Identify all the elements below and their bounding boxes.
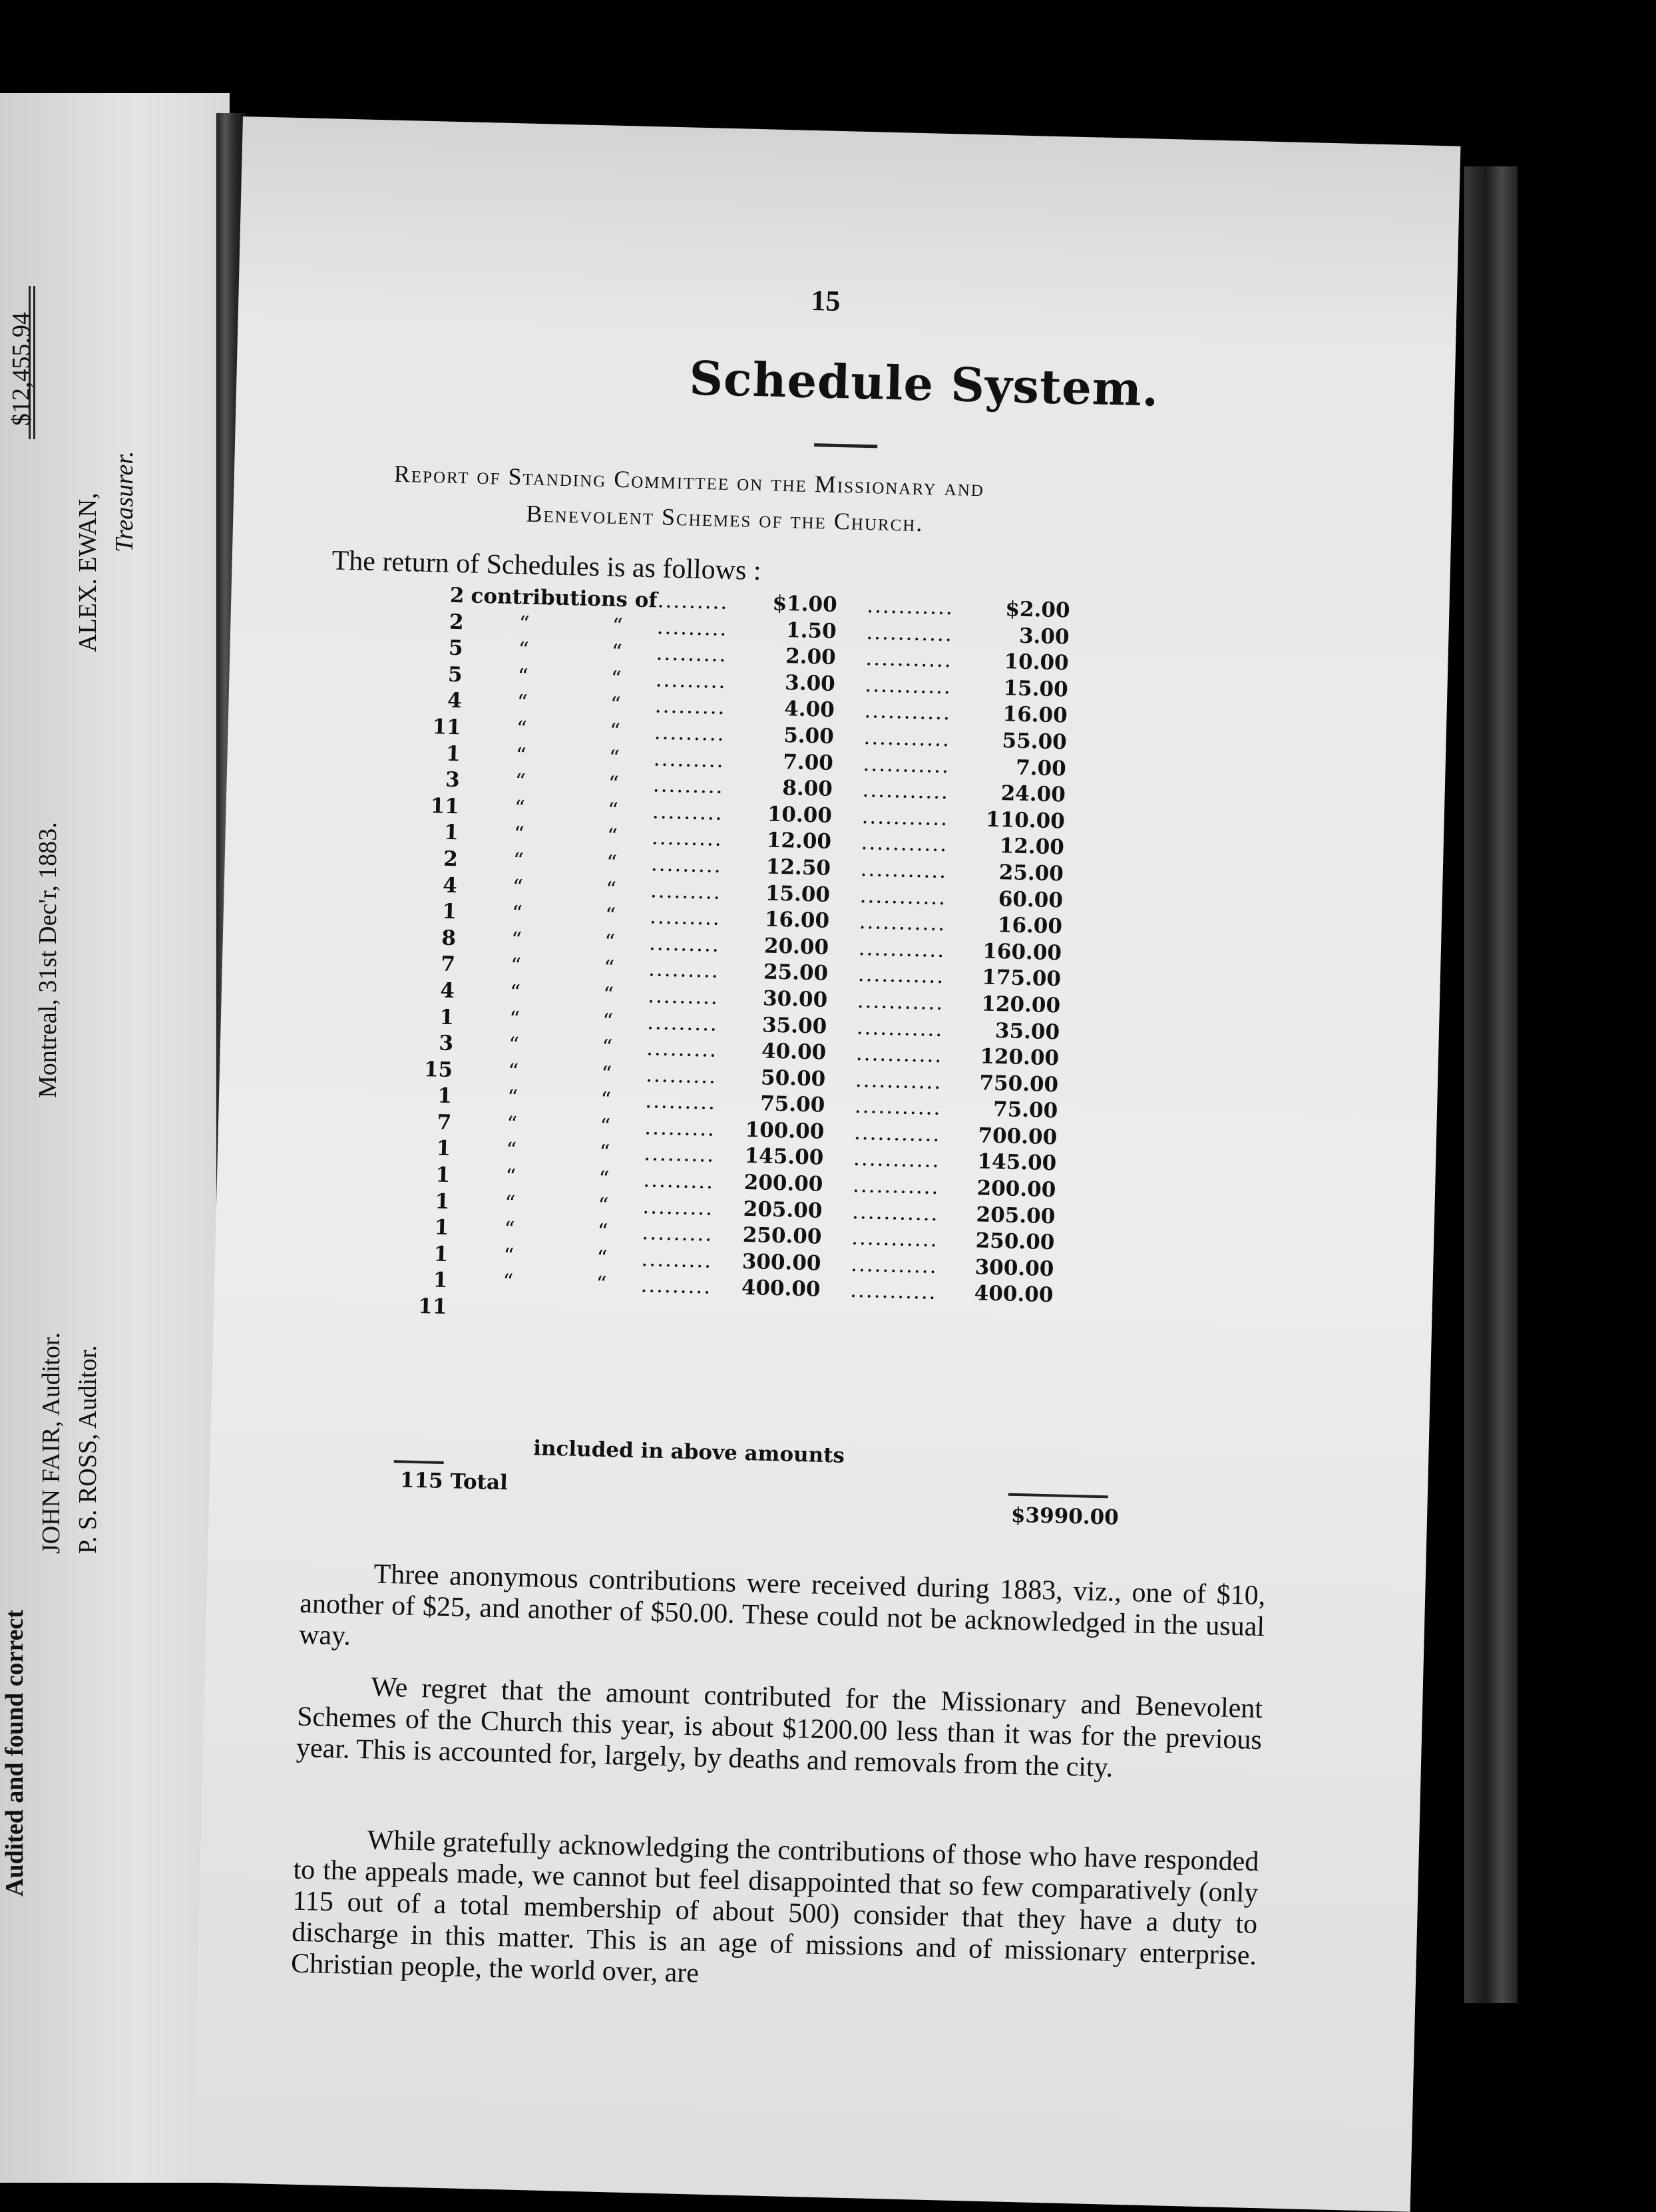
row-amount: 145.00 (744, 1144, 824, 1171)
sum-rule (1008, 1493, 1108, 1499)
row-amount: $1.00 (772, 591, 838, 618)
row-total: 200.00 (976, 1176, 1056, 1202)
page-number: 15 (810, 283, 841, 318)
ditto-mark: “ (511, 901, 523, 926)
leader-dots: ........... (858, 936, 946, 962)
row-count: 2 (443, 846, 459, 872)
leader-dots: ......... (651, 825, 724, 852)
row-count: 5 (448, 636, 464, 661)
leader-dots: ........... (862, 778, 950, 805)
row-count: 7 (440, 952, 456, 977)
audited-line: Audited and found correct (1, 1609, 29, 1897)
row-count: 4 (442, 873, 458, 898)
row-amount: 10.00 (767, 802, 833, 828)
ditto-mark: “ (604, 903, 616, 928)
row-amount: 250.00 (742, 1223, 822, 1249)
ditto-mark: “ (516, 717, 528, 741)
right-page (192, 116, 1460, 2212)
row-count: 3 (445, 767, 461, 793)
row-count: 1 (445, 741, 461, 766)
row-total: $2.00 (1005, 597, 1070, 623)
treasurer-name: ALEX. EWAN, (74, 492, 102, 652)
ditto-mark: “ (507, 1085, 518, 1110)
row-total: 16.00 (1002, 702, 1068, 728)
leader-dots: ......... (642, 1220, 714, 1246)
leader-dots: ......... (646, 1036, 718, 1062)
row-label: contributions of (471, 584, 658, 613)
row-total: 120.00 (980, 992, 1061, 1018)
included-count: 11 (417, 1294, 447, 1320)
row-count: 1 (439, 1005, 455, 1029)
ditto-mark: “ (508, 1033, 520, 1057)
row-total: 25.00 (998, 860, 1064, 886)
leader-dots: ........... (861, 830, 948, 857)
row-count: 2 (449, 583, 465, 608)
ditto-mark: “ (518, 638, 530, 662)
ditto-mark: “ (599, 1141, 610, 1165)
row-amount: 50.00 (760, 1065, 826, 1091)
leader-dots: ......... (654, 720, 725, 746)
leader-dots: ......... (643, 1168, 715, 1194)
row-total: 12.00 (999, 834, 1065, 860)
row-amount: 75.00 (759, 1091, 825, 1118)
leader-dots: ........... (859, 883, 947, 910)
row-amount: 30.00 (762, 986, 828, 1012)
leader-dots: ......... (645, 1062, 718, 1089)
leader-dots: ......... (640, 1273, 712, 1300)
ditto-mark: “ (600, 1114, 611, 1139)
ditto-mark: “ (517, 664, 529, 689)
ditto-mark: “ (517, 690, 528, 715)
treasurer-title: Treasurer. (110, 451, 138, 552)
ditto-mark: “ (506, 1112, 518, 1137)
ditto-mark: “ (504, 1191, 516, 1216)
row-amount: 300.00 (741, 1249, 821, 1276)
row-count: 2 (449, 610, 464, 634)
ditto-mark: “ (608, 745, 620, 770)
row-count: 15 (423, 1057, 453, 1082)
leader-dots: ........... (855, 1041, 943, 1068)
leader-dots: ........... (849, 1278, 938, 1305)
row-amount: 12.00 (766, 828, 832, 854)
row-count: 5 (447, 662, 463, 687)
leader-dots: ......... (650, 852, 723, 878)
count-rule (394, 1460, 444, 1464)
row-total: 400.00 (974, 1281, 1054, 1308)
paragraph-regret: We regret that the amount contributed for the Missionary and Benevolent Schemes of the Church this year, is about $1200.00 less than it was for the previous year. This is accounted for, largely, by deaths and removals from the city. (296, 1672, 1263, 1783)
leader-dots: ........... (851, 1226, 939, 1252)
row-amount: 12.50 (765, 854, 831, 880)
book-page-edge (1464, 166, 1518, 2003)
ditto-mark: “ (610, 666, 622, 691)
ditto-mark: “ (607, 798, 619, 823)
ditto-mark: “ (610, 693, 622, 717)
leader-dots: ......... (656, 615, 728, 641)
ditto-mark: “ (503, 1270, 514, 1294)
row-total: 700.00 (978, 1123, 1058, 1150)
leader-dots: ......... (652, 799, 724, 825)
ditto-mark: “ (596, 1246, 608, 1270)
ditto-mark: “ (505, 1165, 517, 1189)
leader-dots: ........... (863, 725, 951, 752)
auditor-ross: P. S. ROSS, Auditor. (74, 1345, 102, 1554)
row-amount: 2.00 (785, 644, 837, 670)
row-total: 60.00 (998, 886, 1064, 912)
ditto-mark: “ (605, 877, 617, 902)
leader-dots: ........... (859, 910, 946, 936)
row-amount: 4.00 (783, 697, 835, 723)
row-count: 1 (437, 1083, 453, 1109)
row-amount: 20.00 (763, 934, 829, 960)
ditto-mark: “ (602, 982, 614, 1007)
intro-line: The return of Schedules is as follows : (331, 545, 762, 587)
leader-dots: ......... (644, 1089, 717, 1115)
report-heading-line1: Report of Standing Committee on the Missionary and (393, 460, 985, 502)
leader-dots: ......... (648, 931, 721, 957)
ditto-mark: “ (602, 1009, 614, 1033)
count-total: 115 Total (399, 1468, 509, 1495)
leader-dots: ........... (864, 699, 952, 725)
report-heading-line2: Benevolent Schemes of the Church. (526, 500, 924, 537)
row-total: 75.00 (992, 1097, 1058, 1123)
paragraph-acknowledge: While gratefully acknowledging the contributions of those who have responded to the appeals made, we cannot but feel disappointed that so few comparatively (only 115 out of a total membership of about 500) consider that they have a duty to discharge in this matter. This is an age of missions and of missionary enterprise. Christian people, the world over, are (290, 1825, 1259, 1989)
row-count: 7 (437, 1110, 452, 1135)
row-count: 1 (441, 899, 457, 924)
leader-dots: ........... (853, 1120, 941, 1147)
leader-dots: ......... (656, 641, 727, 667)
leader-dots: ........... (865, 672, 952, 699)
ditto-mark: “ (512, 874, 524, 900)
ditto-mark: “ (505, 1138, 517, 1163)
row-total: 175.00 (981, 965, 1062, 992)
leader-dots: ........... (856, 1015, 944, 1041)
row-total: 160.00 (982, 939, 1062, 966)
ditto-mark: “ (604, 930, 616, 954)
row-total: 750.00 (979, 1071, 1059, 1097)
title-rule (814, 443, 877, 448)
date-line: Montreal, 31st Dec'r, 1883. (34, 822, 62, 1098)
row-count: 1 (434, 1215, 449, 1240)
row-amount: 16.00 (764, 907, 830, 934)
ditto-mark: “ (598, 1167, 610, 1191)
leader-dots: ......... (644, 1115, 716, 1141)
ditto-mark: “ (606, 825, 618, 849)
row-amount: 3.00 (784, 670, 836, 696)
row-count: 1 (443, 821, 459, 845)
ditto-mark: “ (596, 1272, 607, 1297)
row-amount: 1.50 (785, 618, 837, 644)
leader-dots: ......... (650, 878, 722, 904)
ditto-mark: “ (513, 822, 525, 846)
row-total: 16.00 (997, 913, 1063, 939)
leader-dots: ........... (855, 1067, 942, 1094)
leader-dots: ........... (866, 620, 954, 646)
row-total: 15.00 (1003, 675, 1069, 702)
row-count: 3 (439, 1031, 454, 1056)
ditto-mark: “ (507, 1059, 519, 1084)
leader-dots: ........... (854, 1094, 942, 1121)
row-total: 120.00 (980, 1044, 1060, 1071)
leader-dots: ........... (850, 1252, 938, 1278)
ditto-mark: “ (608, 771, 620, 797)
ditto-mark: “ (597, 1219, 608, 1244)
row-count: 1 (435, 1189, 450, 1214)
row-amount: 200.00 (743, 1170, 823, 1197)
ditto-mark: “ (518, 611, 530, 636)
ditto-mark: “ (600, 1087, 612, 1113)
row-total: 300.00 (974, 1255, 1054, 1282)
leader-dots: ........... (853, 1147, 940, 1173)
balance-amount: $12,455.94 (7, 312, 35, 426)
ditto-mark: “ (600, 1061, 612, 1086)
ditto-mark: “ (609, 719, 621, 744)
ditto-mark: “ (515, 769, 526, 794)
ditto-mark: “ (511, 927, 522, 952)
ditto-mark: “ (513, 848, 524, 873)
row-total: 110.00 (985, 807, 1066, 834)
row-count: 11 (432, 715, 462, 740)
leader-dots: ......... (641, 1246, 713, 1273)
row-amount: 35.00 (761, 1012, 827, 1039)
ditto-mark: “ (598, 1193, 609, 1218)
leader-dots: ......... (647, 984, 720, 1010)
row-amount: 7.00 (782, 749, 834, 775)
auditor-fair: JOHN FAIR, Auditor. (37, 1332, 65, 1554)
ditto-mark: “ (514, 796, 526, 821)
row-amount: 15.00 (765, 881, 831, 907)
ditto-mark: “ (509, 1006, 520, 1031)
left-page (0, 93, 230, 2183)
row-count: 11 (430, 793, 460, 819)
ditto-mark: “ (606, 850, 618, 875)
row-total: 250.00 (975, 1228, 1055, 1255)
row-amount: 25.00 (763, 960, 829, 986)
page-title: Schedule System. (688, 350, 1160, 417)
row-amount: 40.00 (761, 1039, 827, 1065)
row-count: 4 (439, 978, 455, 1004)
grand-total: $3990.00 (1010, 1503, 1120, 1530)
row-count: 1 (433, 1242, 449, 1266)
row-total: 205.00 (976, 1202, 1056, 1228)
row-count: 4 (447, 689, 463, 713)
row-amount: 8.00 (781, 776, 833, 802)
row-total: 145.00 (977, 1149, 1057, 1176)
leader-dots: ........... (851, 1199, 939, 1226)
leader-dots: ......... (654, 693, 726, 720)
leader-dots: ........... (860, 856, 948, 884)
row-amount: 400.00 (741, 1276, 821, 1302)
leader-dots: ........... (866, 594, 954, 620)
leader-dots: ........... (865, 646, 953, 673)
leader-dots: ......... (657, 588, 729, 615)
ditto-mark: “ (603, 956, 615, 981)
leader-dots: ........... (863, 751, 950, 778)
leader-dots: ......... (642, 1194, 714, 1220)
row-total: 35.00 (994, 1018, 1060, 1044)
ditto-mark: “ (510, 954, 522, 978)
row-amount: 100.00 (745, 1117, 825, 1144)
row-count: 1 (436, 1137, 451, 1161)
paragraph-anonymous: Three anonymous contributions were received during 1883, viz., one of $10, another of $25, and another of $50.00. These could not be acknowledged in the usual way. (298, 1559, 1266, 1652)
row-count: 8 (441, 926, 457, 950)
ditto-mark: “ (503, 1243, 515, 1268)
ditto-mark: “ (515, 743, 527, 768)
row-total: 10.00 (1004, 649, 1070, 675)
leader-dots: ........... (857, 962, 945, 989)
row-count: 1 (433, 1268, 448, 1293)
leader-dots: ......... (653, 746, 725, 773)
leader-dots: ......... (643, 1141, 716, 1168)
included-note: included in above amounts (532, 1436, 845, 1468)
leader-dots: ........... (857, 988, 944, 1015)
leader-dots: ......... (649, 904, 722, 931)
ditto-mark: “ (504, 1217, 515, 1242)
ditto-mark: “ (601, 1035, 613, 1060)
row-total: 24.00 (1000, 781, 1066, 807)
leader-dots: ......... (648, 957, 720, 984)
ditto-mark: “ (612, 614, 624, 638)
leader-dots: ......... (655, 667, 727, 693)
leader-dots: ......... (652, 773, 725, 799)
ditto-mark: “ (611, 640, 623, 665)
ditto-mark: “ (509, 980, 521, 1005)
row-total: 7.00 (1015, 755, 1067, 781)
leader-dots: ........... (852, 1173, 940, 1200)
row-amount: 5.00 (783, 723, 835, 749)
leader-dots: ......... (646, 1010, 719, 1036)
leader-dots: ........... (861, 804, 949, 830)
row-total: 55.00 (1002, 729, 1068, 755)
schedule-table (313, 580, 1070, 1335)
row-count: 1 (435, 1163, 451, 1188)
row-total: 3.00 (1018, 624, 1070, 649)
row-amount: 205.00 (743, 1197, 823, 1223)
